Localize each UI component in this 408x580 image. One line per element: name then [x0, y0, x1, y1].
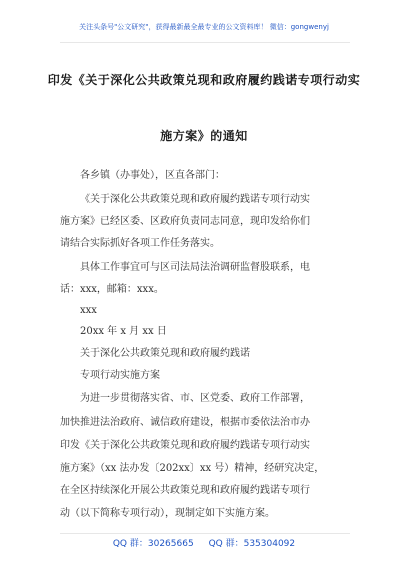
signature: xxx — [80, 305, 97, 316]
paragraph-line: 加快推进法治政府、诚信政府建设，根据市委依法治市办 — [60, 417, 310, 428]
paragraph-line: 具体工作事宜可与区司法局法治调研监督股联系，电 — [80, 262, 310, 273]
document-title-line-2: 施方案》的通知 — [160, 129, 248, 143]
subtitle-line: 专项行动实施方案 — [80, 370, 160, 381]
paragraph-line: 施方案》（xx 法办发〔202xx〕xx 号）精神，经研究决定， — [60, 463, 325, 474]
footer-divider — [60, 533, 350, 534]
paragraph-line: 动（以下简称专项行动），现制定如下实施方案。 — [60, 508, 275, 519]
header-banner: 关注头条号"公文研究"，获得最新最全最专业的公文资料库！ 微信：gongwenyj — [79, 23, 329, 31]
salutation: 各乡镇（办事处），区直各部门： — [80, 170, 225, 181]
paragraph-line: 在全区持续深化开展公共政策兑现和政府履约践诺专项行 — [60, 485, 310, 496]
footer-qq-group-1: QQ 群：30265665 — [112, 539, 194, 549]
footer-contact — [0, 536, 408, 549]
document-title-line-1: 印发《关于深化公共政策兑现和政府履约践诺专项行动实 — [47, 73, 361, 87]
paragraph-line: 《关于深化公共政策兑现和政府履约践诺专项行动实 — [80, 194, 310, 205]
paragraph-line: 施方案》已经区委、区政府负责同志同意，现印发给你们 — [60, 216, 310, 227]
header-divider — [60, 42, 350, 43]
paragraph-line: 印发《关于深化公共政策兑现和政府履约践诺专项行动实 — [60, 440, 310, 451]
footer-qq-group-2: QQ 群：535304092 — [208, 539, 296, 549]
paragraph-line: 为进一步贯彻落实省、市、区党委、政府工作部署， — [80, 393, 310, 404]
paragraph-line: 请结合实际抓好各项工作任务落实。 — [60, 238, 220, 249]
paragraph-line: 话：xxx，邮箱：xxx。 — [60, 284, 164, 295]
subtitle-line: 关于深化公共政策兑现和政府履约践诺 — [80, 348, 250, 359]
date: 20xx 年 x 月 xx 日 — [80, 326, 167, 337]
